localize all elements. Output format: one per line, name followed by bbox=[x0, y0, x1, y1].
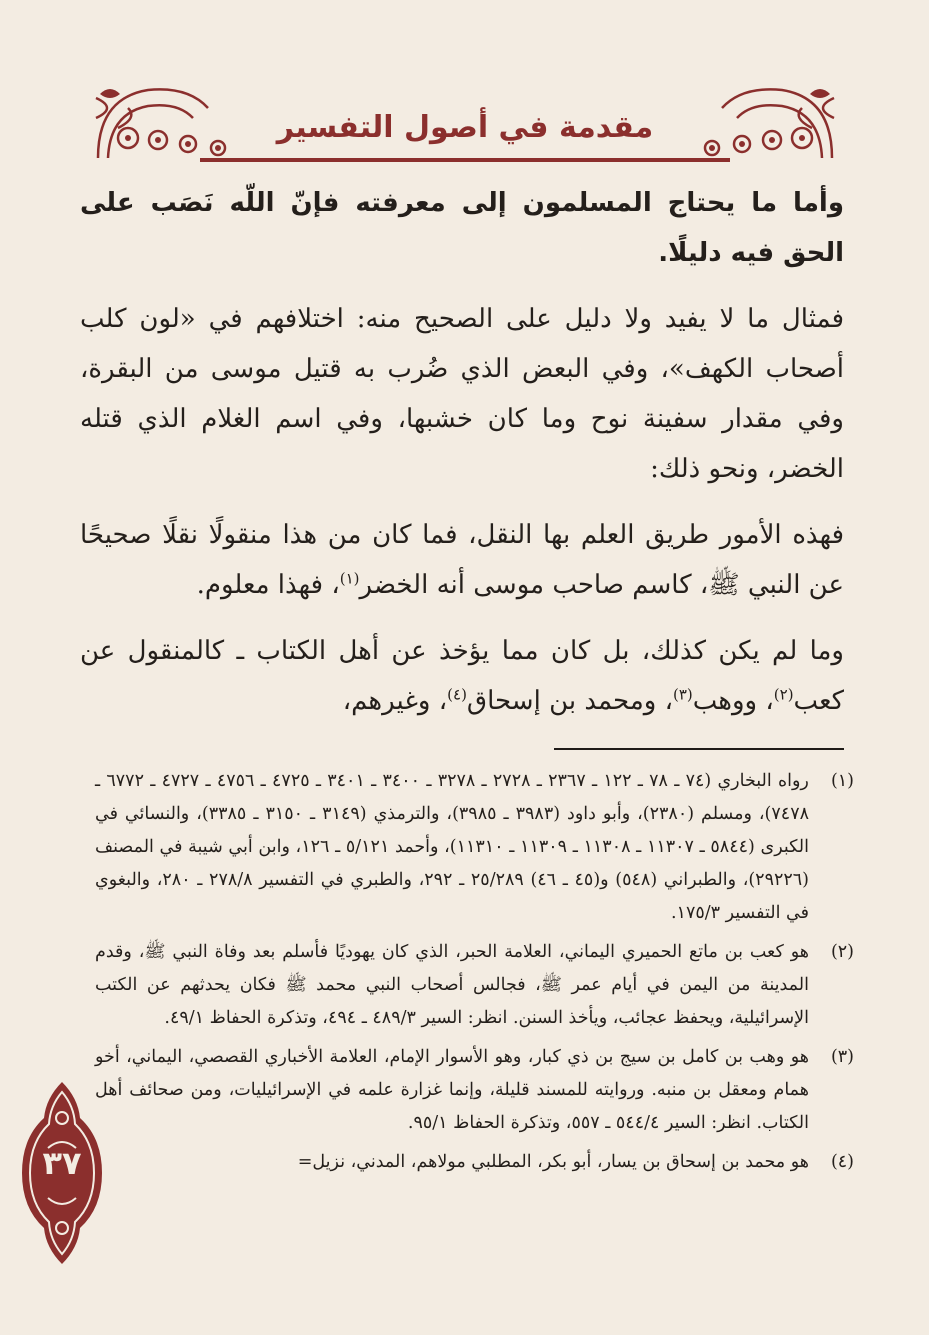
page-header bbox=[80, 70, 850, 170]
paragraph-4-text-d: ، وغيرهم، bbox=[342, 686, 448, 716]
paragraph-4-text-b: ، ووهب bbox=[692, 686, 774, 716]
running-title: مقدمة في أصول التفسير bbox=[276, 110, 654, 145]
footnote-ref-1: (١) bbox=[339, 569, 360, 588]
paragraph-4-text-c: ، ومحمد بن إسحاق bbox=[466, 686, 673, 716]
paragraph-4 bbox=[80, 626, 844, 726]
footnote-text: هو وهب بن كامل بن سيج بن ذي كبار، وهو الأسوار الإمام، العلامة الأخباري القصصي، اليماني، أخو همام ومعقل بن منبه. وروايته للمسند قليلة، وإنما غزارة علمه في الإسرائيليات، ومن صحائف أهل الكتاب. انظر: السير ٥٤٤/٤ ـ ٥٥٧، وتذكرة الحفاظ ٩٥/١. bbox=[95, 1047, 809, 1133]
footnote-text: هو كعب بن ماتع الحميري اليماني، العلامة الحبر، الذي كان يهوديًا فأسلم بعد وفاة النبي ﷺ، وقدم المدينة من اليمن في أيام عمر ﷺ، فجالس أصحاب النبي محمد ﷺ فكان يحدثهم عن الكتب الإسرائيلية، ويحفظ عجائب، ويأخذ السنن. انظر: السير ٤٨٩/٣ ـ ٤٩٤، وتذكرة الحفاظ ٤٩/١. bbox=[95, 942, 809, 1028]
footnote-number: (٢) bbox=[830, 942, 854, 962]
footnote-ref-3: (٣) bbox=[672, 685, 693, 704]
footnote-number: (٣) bbox=[830, 1047, 854, 1067]
paragraph-3-text-b: ، فهذا معلوم. bbox=[196, 570, 340, 600]
main-text bbox=[80, 178, 844, 742]
footnote-divider bbox=[554, 748, 844, 750]
footnote-item bbox=[95, 936, 854, 1035]
footnote-ref-2: (٢) bbox=[773, 685, 794, 704]
footnote-text: هو محمد بن إسحاق بن يسار، أبو بكر، المطلبي مولاهم، المدني، نزيل= bbox=[297, 1152, 809, 1172]
footnote-item bbox=[95, 1146, 854, 1179]
footnote-number: (٤) bbox=[830, 1152, 854, 1172]
footnote-item bbox=[95, 765, 854, 930]
paragraph-3 bbox=[80, 510, 844, 610]
footnotes bbox=[95, 765, 854, 1185]
paragraph-1: وأما ما يحتاج المسلمون إلى معرفته فإنّ اللّه نَصَب على الحق فيه دليلًا. bbox=[80, 188, 844, 268]
footnote-number: (١) bbox=[830, 771, 854, 791]
header-rule bbox=[200, 158, 730, 162]
paragraph-4-text-a: وما لم يكن كذلك، بل كان مما يؤخذ عن أهل الكتاب ـ كالمنقول عن كعب bbox=[80, 636, 844, 716]
footnote-item bbox=[95, 1041, 854, 1140]
paragraph-2: فمثال ما لا يفيد ولا دليل على الصحيح منه: اختلافهم في «لون كلب أصحاب الكهف»، وفي البعض الذي ضُرب به قتيل موسى من البقرة، وفي مقدار سفينة نوح وما كان خشبها، وفي اسم الغلام الذي قتله الخضر، ونحو ذلك: bbox=[80, 304, 844, 484]
footnote-ref-4: (٤) bbox=[447, 685, 467, 704]
page-number: ٣٧ bbox=[42, 1144, 82, 1182]
paragraph-3-text-a: فهذه الأمور طريق العلم بها النقل، فما كان من هذا منقولًا نقلًا صحيحًا عن النبي ﷺ، كاسم صاحب موسى أنه الخضر bbox=[80, 520, 844, 600]
footnote-text: رواه البخاري (٧٤ ـ ٧٨ ـ ١٢٢ ـ ٢٣٦٧ ـ ٢٧٢٨ ـ ٣٢٧٨ ـ ٣٤٠٠ ـ ٣٤٠١ ـ ٤٧٢٥ ـ ٤٧٥٦ ـ ٤٧٢٧ ـ ٦٧٧٢ ـ ٧٤٧٨)، ومسلم (٢٣٨٠)، وأبو داود (٣٩٨٣ ـ ٣٩٨٥)، والترمذي (٣١٤٩ ـ ٣١٥٠ ـ ٣٣٨٥)، والنسائي في الكبرى (٥٨٤٤ ـ ١١٣٠٧ ـ ١١٣٠٨ ـ ١١٣٠٩ ـ ١١٣١٠)، وأحمد ٥/١٢١ ـ ١٢٦، وابن أبي شيبة في المصنف (٢٩٢٢٦)، والطبراني (٥٤٨) و(٤٥ ـ ٤٦) ٢٥/٢٨٩ ـ ٢٩٢، والطبري في التفسير ٢٧٨/٨ ـ ٢٨٠، والبغوي في التفسير ١٧٥/٣. bbox=[95, 771, 809, 923]
